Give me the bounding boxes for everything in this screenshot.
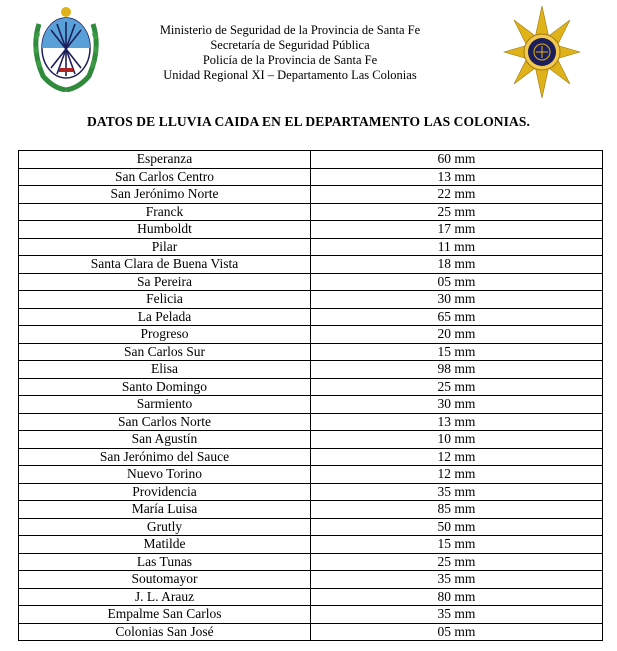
locality-cell: San Jerónimo del Sauce (19, 448, 311, 466)
table-row (19, 151, 603, 169)
rainfall-value-cell: 65 mm (311, 308, 603, 326)
rainfall-value-cell: 35 mm (311, 571, 603, 589)
locality-cell: Sa Pereira (19, 273, 311, 291)
rainfall-value-cell: 60 mm (311, 151, 603, 169)
locality-cell: Empalme San Carlos (19, 606, 311, 624)
table-row (19, 291, 603, 309)
locality-cell: San Carlos Centro (19, 168, 311, 186)
header-line: Unidad Regional XI – Departamento Las Colonias (163, 68, 417, 82)
rainfall-value-cell: 18 mm (311, 256, 603, 274)
locality-cell: San Carlos Sur (19, 343, 311, 361)
rainfall-value-cell: 30 mm (311, 291, 603, 309)
locality-cell: Esperanza (19, 151, 311, 169)
santa-fe-coat-of-arms-icon (29, 4, 103, 92)
rainfall-value-cell: 11 mm (311, 238, 603, 256)
header-line: Ministerio de Seguridad de la Provincia de Santa Fe (159, 23, 421, 37)
rainfall-table-body (19, 151, 603, 641)
rainfall-value-cell: 85 mm (311, 501, 603, 519)
rainfall-value-cell: 80 mm (311, 588, 603, 606)
header-institution-lines (140, 23, 440, 83)
rainfall-value-cell: 13 mm (311, 413, 603, 431)
table-row (19, 571, 603, 589)
table-row (19, 168, 603, 186)
table-row (19, 431, 603, 449)
table-row (19, 273, 603, 291)
rainfall-value-cell: 05 mm (311, 623, 603, 641)
table-row (19, 588, 603, 606)
locality-cell: Santa Clara de Buena Vista (19, 256, 311, 274)
rainfall-value-cell: 13 mm (311, 168, 603, 186)
locality-cell: Sarmiento (19, 396, 311, 414)
table-row (19, 606, 603, 624)
table-row (19, 186, 603, 204)
table-row (19, 361, 603, 379)
table-row (19, 256, 603, 274)
table-row (19, 221, 603, 239)
rainfall-value-cell: 17 mm (311, 221, 603, 239)
table-row (19, 326, 603, 344)
rainfall-value-cell: 25 mm (311, 553, 603, 571)
locality-cell: Elisa (19, 361, 311, 379)
locality-cell: Las Tunas (19, 553, 311, 571)
table-row (19, 203, 603, 221)
table-row (19, 343, 603, 361)
table-row (19, 396, 603, 414)
table-row (19, 518, 603, 536)
table-row (19, 501, 603, 519)
locality-cell: Felicia (19, 291, 311, 309)
table-row (19, 623, 603, 641)
rainfall-value-cell: 50 mm (311, 518, 603, 536)
locality-cell: Grutly (19, 518, 311, 536)
rainfall-value-cell: 12 mm (311, 448, 603, 466)
locality-cell: Soutomayor (19, 571, 311, 589)
table-row (19, 466, 603, 484)
rainfall-value-cell: 35 mm (311, 606, 603, 624)
locality-cell: María Luisa (19, 501, 311, 519)
rainfall-value-cell: 05 mm (311, 273, 603, 291)
locality-cell: Pilar (19, 238, 311, 256)
locality-cell: Franck (19, 203, 311, 221)
locality-cell: La Pelada (19, 308, 311, 326)
locality-cell: J. L. Arauz (19, 588, 311, 606)
rainfall-value-cell: 15 mm (311, 343, 603, 361)
rainfall-value-cell: 15 mm (311, 536, 603, 554)
locality-cell: Colonias San José (19, 623, 311, 641)
rainfall-value-cell: 25 mm (311, 378, 603, 396)
rainfall-value-cell: 22 mm (311, 186, 603, 204)
rainfall-value-cell: 98 mm (311, 361, 603, 379)
table-row (19, 378, 603, 396)
header-line: Secretaría de Seguridad Pública (210, 38, 370, 52)
rainfall-value-cell: 25 mm (311, 203, 603, 221)
locality-cell: San Jerónimo Norte (19, 186, 311, 204)
locality-cell: Progreso (19, 326, 311, 344)
table-row (19, 238, 603, 256)
rainfall-value-cell: 30 mm (311, 396, 603, 414)
table-row (19, 483, 603, 501)
rainfall-value-cell: 20 mm (311, 326, 603, 344)
police-badge-icon (502, 4, 582, 100)
table-row (19, 413, 603, 431)
rainfall-value-cell: 10 mm (311, 431, 603, 449)
table-row (19, 553, 603, 571)
locality-cell: San Agustín (19, 431, 311, 449)
rainfall-table (18, 150, 603, 641)
rainfall-value-cell: 35 mm (311, 483, 603, 501)
locality-cell: San Carlos Norte (19, 413, 311, 431)
table-row (19, 308, 603, 326)
header-line: Policía de la Provincia de Santa Fe (202, 53, 378, 67)
locality-cell: Humboldt (19, 221, 311, 239)
document-title: DATOS DE LLUVIA CAIDA EN EL DEPARTAMENTO LAS COLONIAS. (87, 114, 530, 129)
locality-cell: Nuevo Torino (19, 466, 311, 484)
rainfall-value-cell: 12 mm (311, 466, 603, 484)
table-row (19, 536, 603, 554)
locality-cell: Providencia (19, 483, 311, 501)
locality-cell: Matilde (19, 536, 311, 554)
table-row (19, 448, 603, 466)
locality-cell: Santo Domingo (19, 378, 311, 396)
